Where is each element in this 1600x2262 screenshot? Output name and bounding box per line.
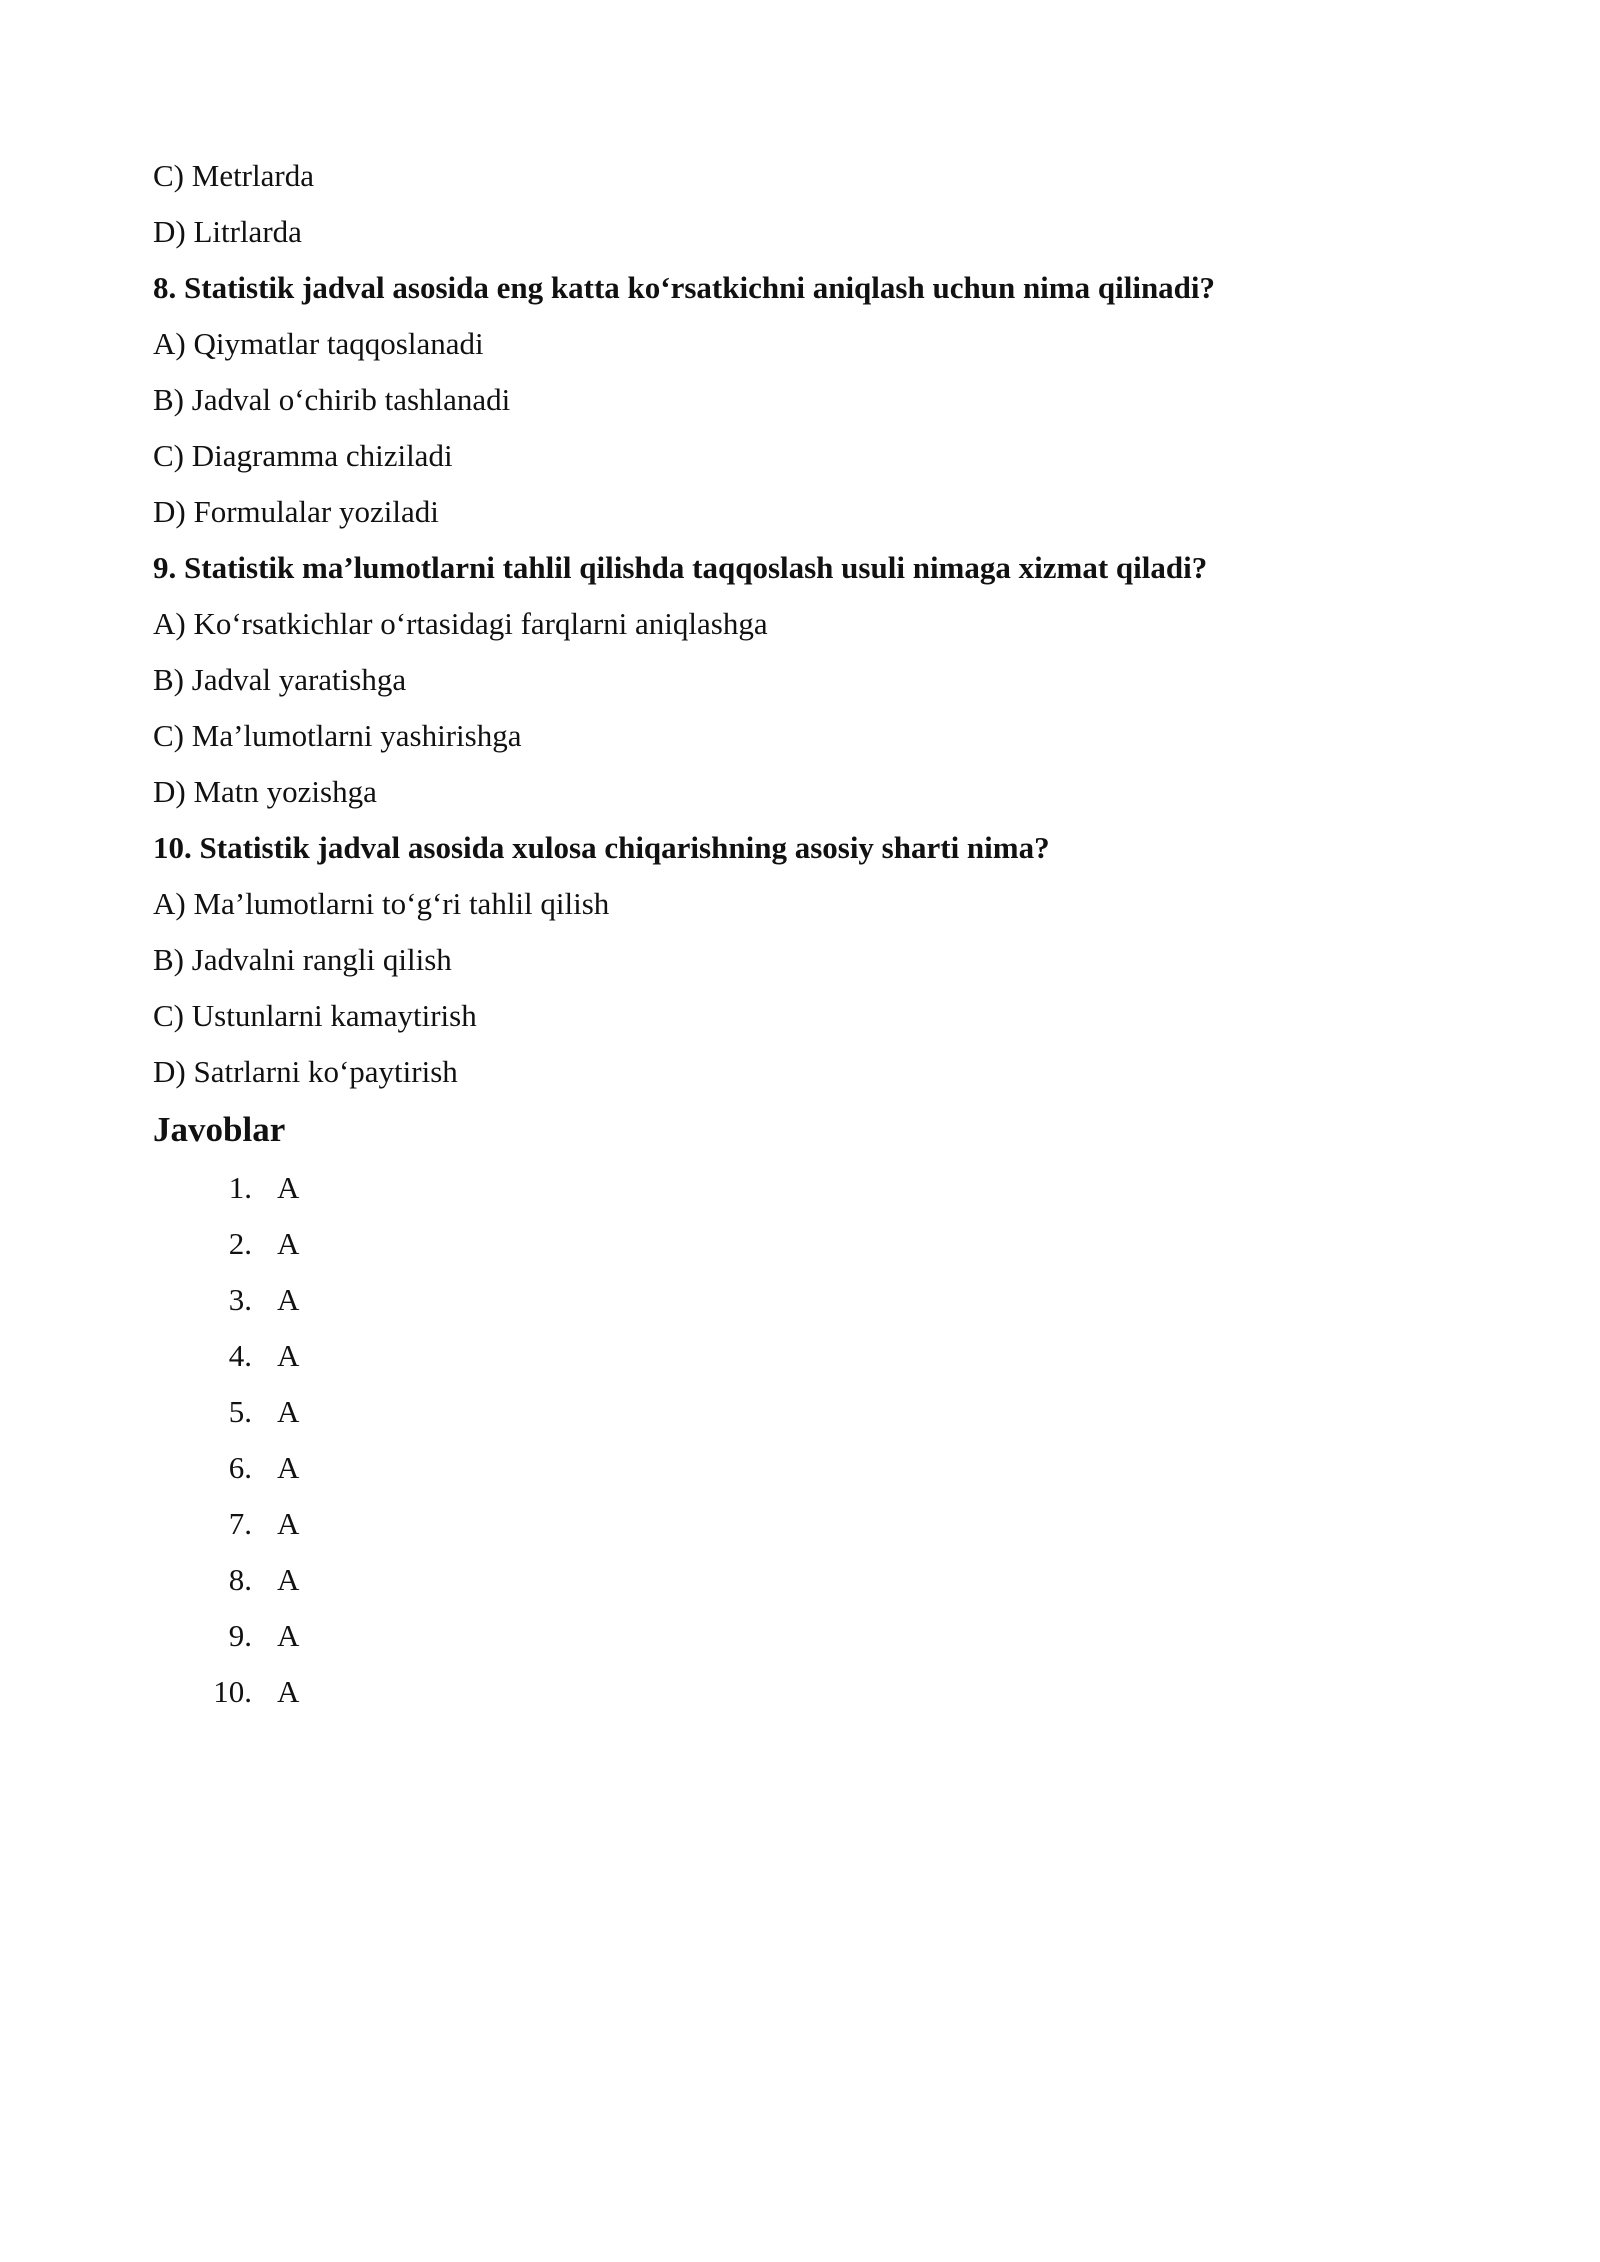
answer-number: 2. [228,1226,252,1261]
document-content [153,148,1453,1720]
question-9-option-a: A) Ko‘rsatkichlar o‘rtasidagi farqlarni aniqlashga [153,606,768,641]
answer-item [153,1328,1453,1384]
answer-value: A [277,1618,300,1653]
option-d-litrlarda: D) Litrlarda [153,214,302,249]
answer-value: A [277,1394,300,1429]
question-8-option-d: D) Formulalar yoziladi [153,494,439,529]
answer-number: 5. [228,1394,252,1429]
answer-value: A [277,1282,300,1317]
answer-value: A [277,1338,300,1373]
answer-number: 8. [228,1562,252,1597]
answer-number: 1. [228,1170,252,1205]
answer-item [153,1160,1453,1216]
answer-item [153,1216,1453,1272]
answer-value: A [277,1506,300,1541]
answer-item [153,1440,1453,1496]
answer-item [153,1552,1453,1608]
question-10: 10. Statistik jadval asosida xulosa chiqarishning asosiy sharti nima? [153,830,1050,865]
answer-number: 7. [228,1506,252,1541]
question-10-option-a: A) Ma’lumotlarni to‘g‘ri tahlil qilish [153,886,610,921]
question-8-option-b: B) Jadval o‘chirib tashlanadi [153,382,511,417]
question-9-option-d: D) Matn yozishga [153,774,377,809]
option-c-metrlarda: C) Metrlarda [153,158,314,193]
answer-number: 6. [228,1450,252,1485]
answer-item [153,1384,1453,1440]
question-10-option-d: D) Satrlarni ko‘paytirish [153,1054,458,1089]
answer-item [153,1608,1453,1664]
answer-number: 9. [228,1618,252,1653]
answer-value: A [277,1170,300,1205]
answers-heading: Javoblar [153,1110,286,1149]
question-8-option-c: C) Diagramma chiziladi [153,438,453,473]
question-10-option-b: B) Jadvalni rangli qilish [153,942,452,977]
answer-value: A [277,1674,300,1709]
question-8: 8. Statistik jadval asosida eng katta ko‘rsatkichni aniqlash uchun nima qilinadi? [153,270,1216,305]
question-9-option-c: C) Ma’lumotlarni yashirishga [153,718,522,753]
answer-number: 4. [228,1338,252,1373]
question-9: 9. Statistik ma’lumotlarni tahlil qilishda taqqoslash usuli nimaga xizmat qiladi? [153,550,1208,585]
answer-list [153,1160,1453,1720]
question-10-option-c: C) Ustunlarni kamaytirish [153,998,477,1033]
answer-value: A [277,1450,300,1485]
answer-number: 3. [228,1282,252,1317]
answer-item [153,1272,1453,1328]
question-9-option-b: B) Jadval yaratishga [153,662,407,697]
answer-value: A [277,1562,300,1597]
answer-item [153,1664,1453,1720]
answer-item [153,1496,1453,1552]
question-8-option-a: A) Qiymatlar taqqoslanadi [153,326,484,361]
answer-number: 10. [213,1674,252,1709]
answer-value: A [277,1226,300,1261]
